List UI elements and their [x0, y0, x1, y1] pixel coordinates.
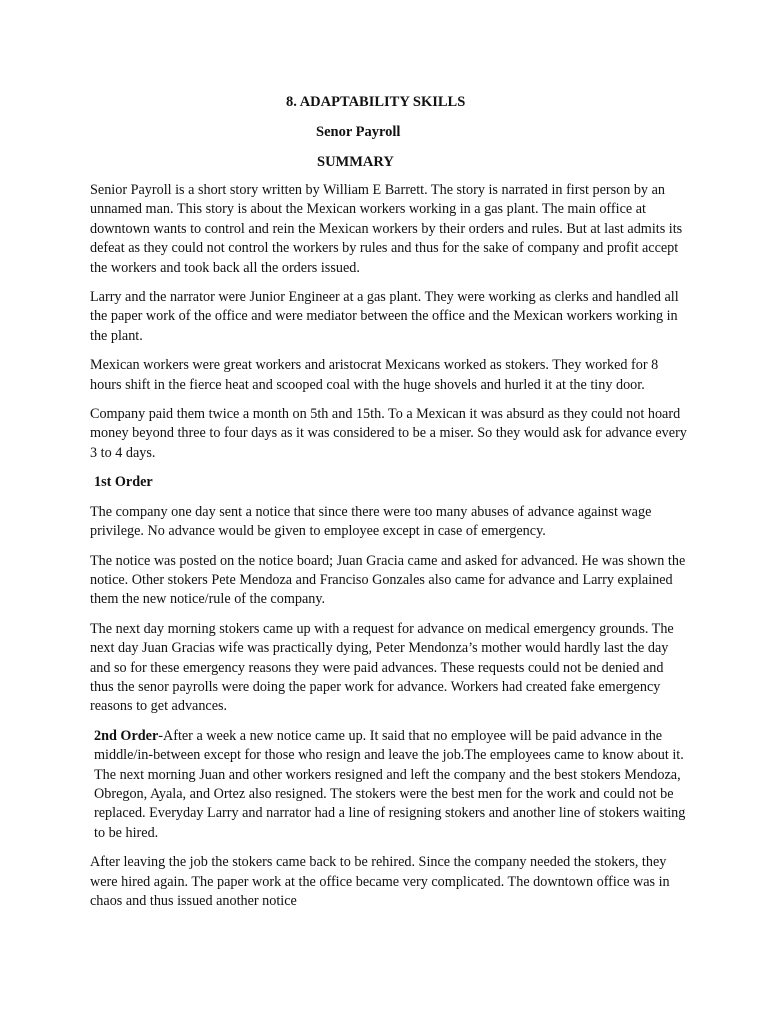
second-order-heading: 2nd Order — [94, 727, 159, 744]
story-title: Senor Payroll — [316, 124, 401, 140]
first-order-heading: 1st Order — [94, 474, 153, 491]
document-body — [90, 181, 690, 921]
closing-paragraph: After leaving the job the stokers came back to be rehired. Since the company needed the stokers, they were hired again. The paper work at the office became very complicated. The downtown office was in chaos and thus issued another notice — [90, 854, 670, 909]
first-order-paragraph-2: The notice was posted on the notice board; Juan Gracia came and asked for advanced. He was shown the notice. Other stokers Pete Mendoza and Franciso Gonzales also came for advance and Larry explained them the new notice/rule of the company. — [90, 552, 686, 608]
narrator-paragraph: Larry and the narrator were Junior Engineer at a gas plant. They were working as clerks and handled all the paper work of the office and were mediator between the office and the Mexican workers working in the plant. — [90, 289, 679, 344]
payment-paragraph: Company paid them twice a month on 5th and 15th. To a Mexican it was absurd as they could not hoard money beyond three to four days as it was considered to be a miser. So they would ask for advance every 3 to 4 days. — [90, 406, 687, 461]
summary-heading: SUMMARY — [317, 154, 394, 170]
chapter-title: 8. ADAPTABILITY SKILLS — [286, 94, 466, 110]
second-order-text: -After a week a new notice came up. It said that no employee will be paid advance in the middle/in-between except for those who resign and leave the job.The employees came to know about it. The next morning Juan and other workers resigned and left the company and the best stokers Mendoza, Obregon, Ayala, and Ortez also resigned. The stokers were the best men for the work and could not be replaced. Everyday Larry and narrator had a line of resigning stokers and another line of stokers waiting to be hired. — [94, 727, 686, 841]
second-order-paragraph — [90, 727, 690, 843]
workers-paragraph: Mexican workers were great workers and aristocrat Mexicans worked as stokers. They worked for 8 hours shift in the fierce heat and scooped coal with the huge shovels and hurled it at the tiny door. — [90, 357, 659, 393]
first-order-paragraph-3: The next day morning stokers came up with a request for advance on medical emergency grounds. The next day Juan Gracias wife was practically dying, Peter Mendonza’s mother would hardly last the day and so for these emergency reasons they were paid advances. These requests could not be denied and thus the senor payrolls were doing the paper work for advance. Workers had created fake emergency reasons to get advances. — [90, 620, 674, 715]
intro-paragraph: Senior Payroll is a short story written by William E Barrett. The story is narrated in first person by an unnamed man. This story is about the Mexican workers working in a gas plant. The main office at downtown wants to control and rein the Mexican workers by their orders and rules. But at last admits its defeat as they could not control the workers by rules and thus for the sake of company and profit accept the workers and took back all the orders issued. — [90, 182, 683, 276]
first-order-paragraph-1: The company one day sent a notice that since there were too many abuses of advance against wage privilege. No advance would be given to employee except in case of emergency. — [90, 503, 652, 540]
